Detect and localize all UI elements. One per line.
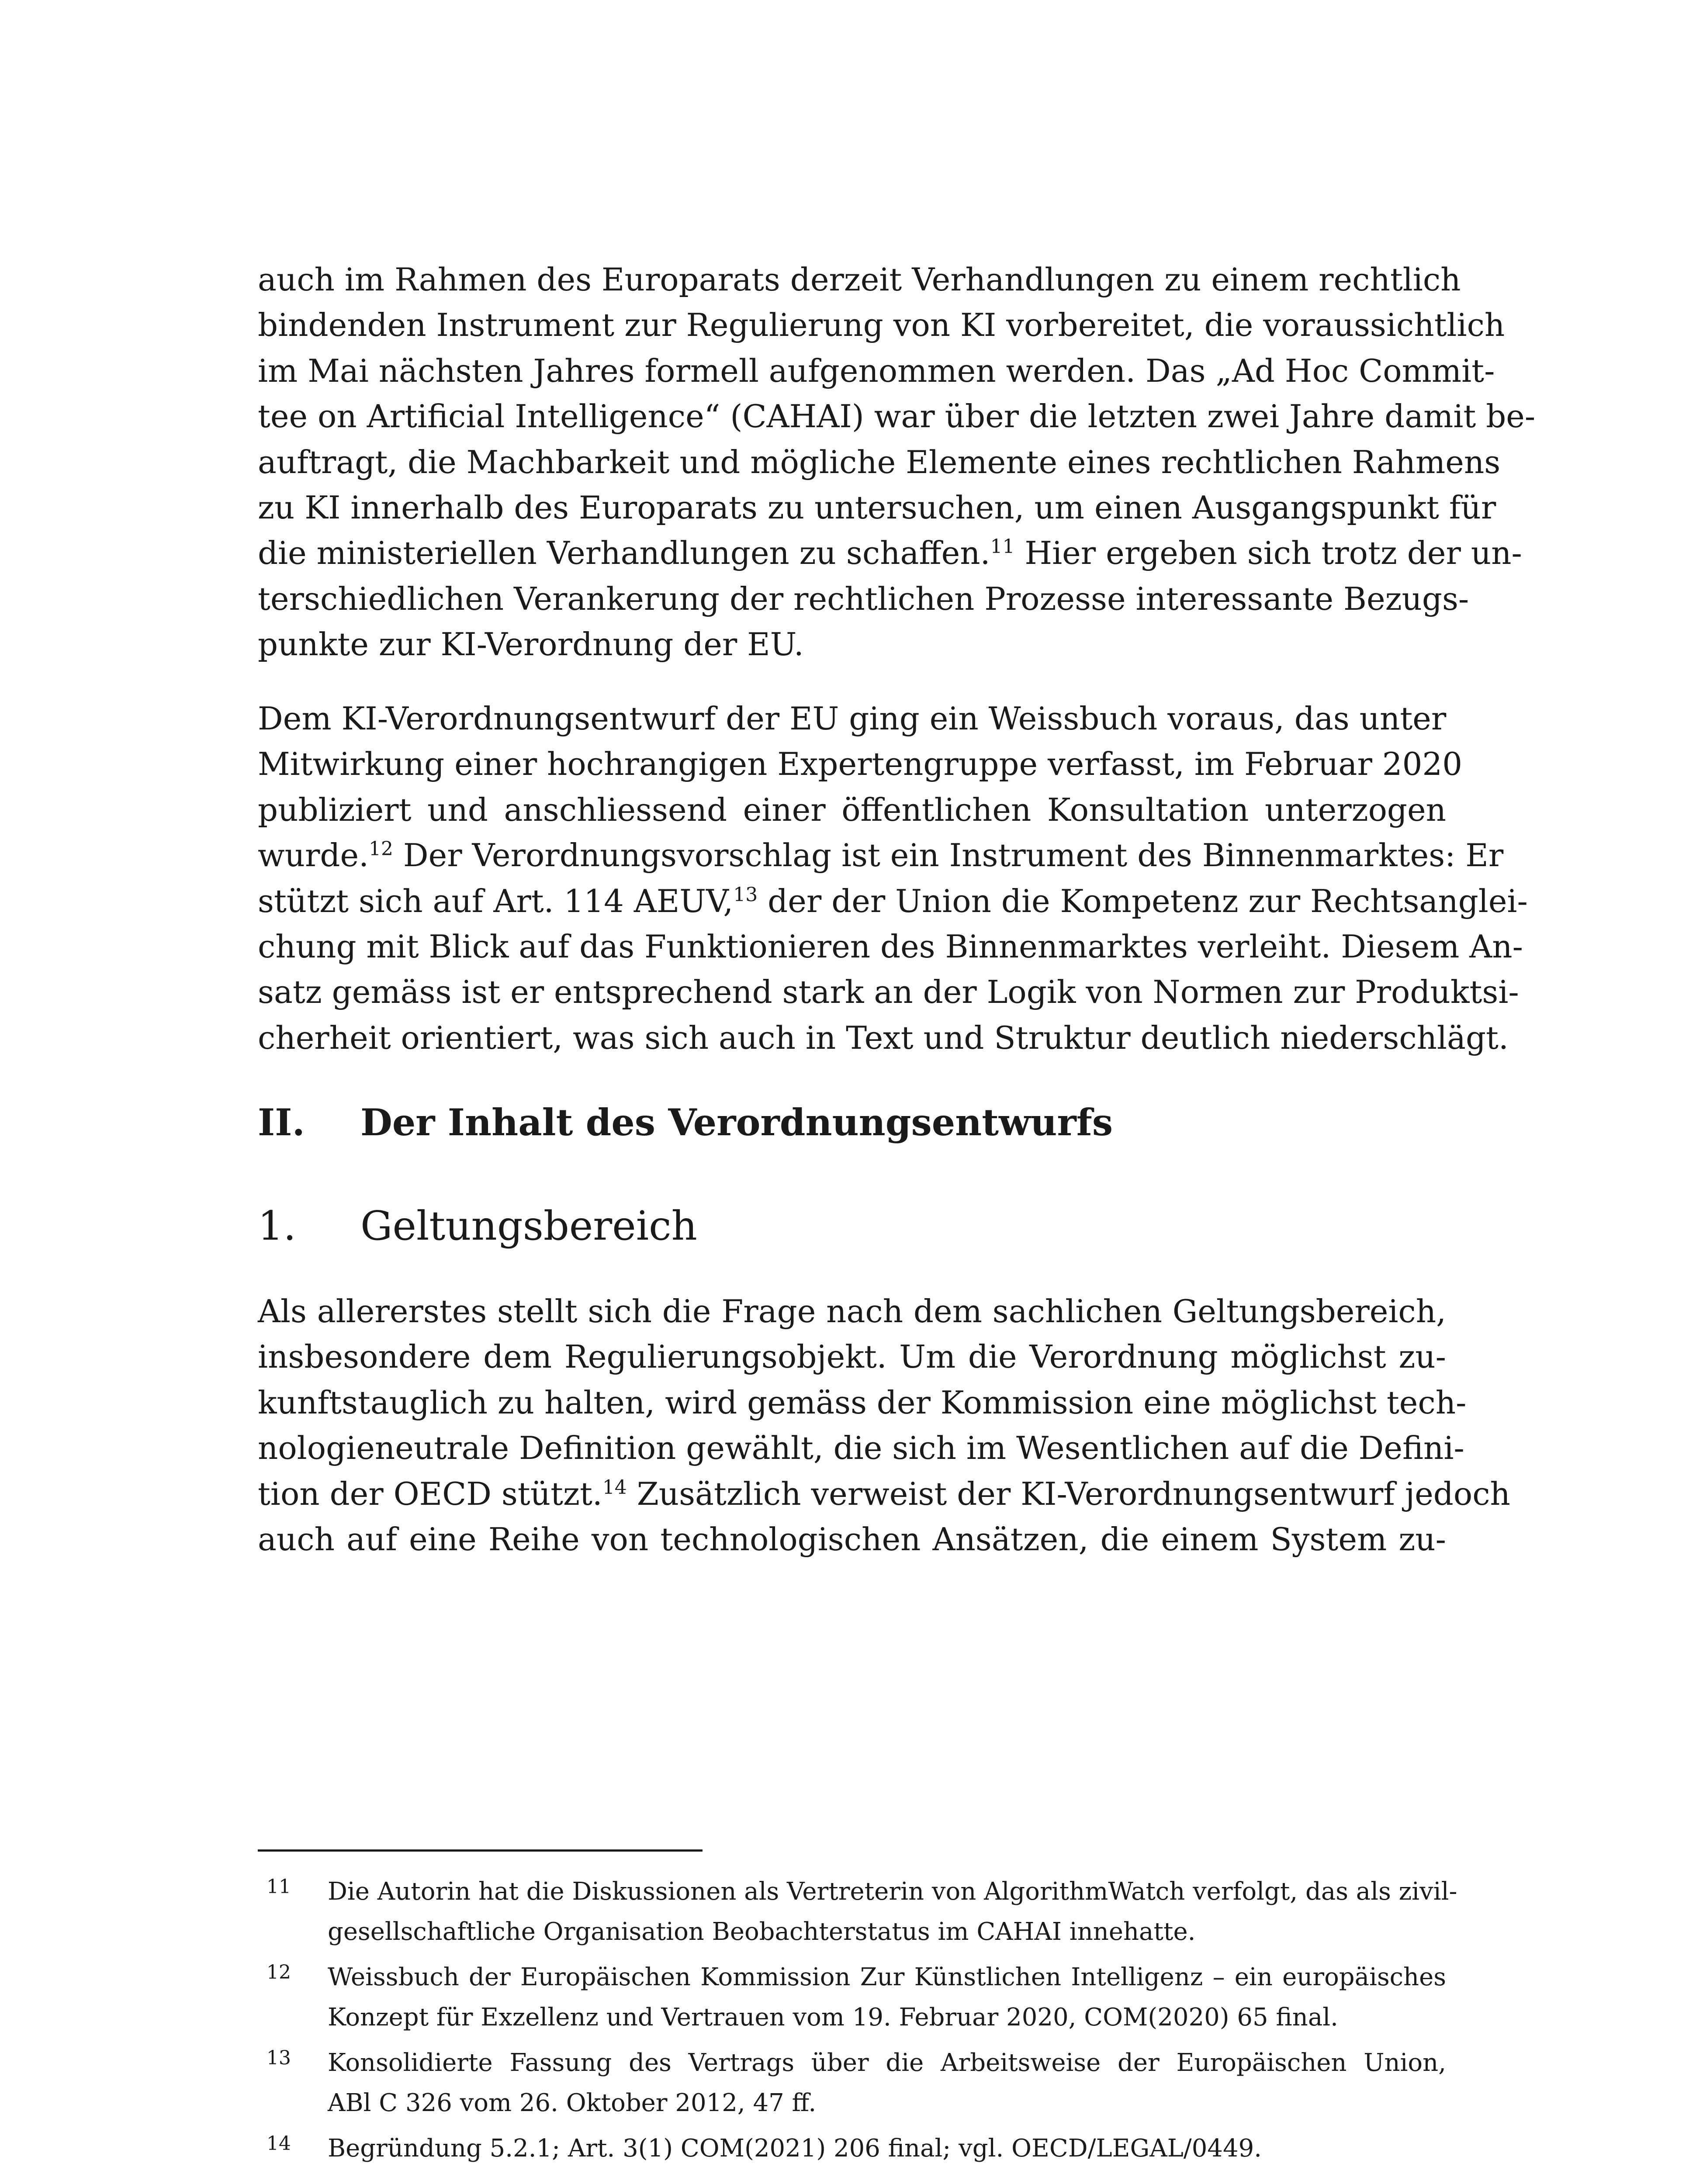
footnote-11 [258, 1872, 1457, 1952]
text-line: auftragt, die Machbarkeit und mögliche Elemente eines rechtlichen Rahmens [258, 443, 1501, 480]
text-line: satz gemäss ist er entsprechend stark an der Logik von Normen zur Produktsi- [258, 974, 1519, 1011]
text-line: tee on Artificial Intelligence“ (CAHAI) war über die letzten zwei Jahre damit be- [258, 398, 1536, 435]
text-segment: wurde. [258, 837, 369, 874]
text-line: auch im Rahmen des Europarats derzeit Verhandlungen zu einem rechtlich [258, 261, 1461, 298]
footnote-line: Begründung 5.2.1; Art. 3(1) COM(2021) 206 final; vgl. OECD/LEGAL/0449. [328, 2134, 1262, 2163]
text-line: chung mit Blick auf das Funktionieren des Binnenmarktes verleiht. Diesem An- [258, 928, 1523, 965]
text-line: cherheit orientiert, was sich auch in Text und Struktur deutlich niederschlägt. [258, 1019, 1509, 1056]
footnote-number: 13 [267, 2047, 291, 2069]
footnote-line: gesellschaftliche Organisation Beobachterstatus im CAHAI innehatte. [328, 1918, 1196, 1946]
paragraph-geltungsbereich [258, 1289, 1510, 1562]
footnote-12 [258, 1957, 1446, 2038]
footnotes [258, 1872, 1457, 2174]
text-line: punkte zur KI-Verordnung der EU. [258, 626, 804, 663]
footnote-line: Die Autorin hat die Diskussionen als Vertreterin von AlgorithmWatch verfolgt, das als zivil- [328, 1877, 1457, 1906]
subsection-number: 1. [258, 1203, 296, 1249]
text-line: terschiedlichen Verankerung der rechtlichen Prozesse interessante Bezugs- [258, 580, 1469, 617]
text-line: Dem KI-Verordnungsentwurf der EU ging ein Weissbuch voraus, das unter [258, 700, 1447, 737]
text-segment: Der Verordnungsvorschlag ist ein Instrument des Binnenmarktes: Er [393, 837, 1504, 874]
footnote-number: 14 [267, 2132, 291, 2155]
subsection-heading [258, 1203, 697, 1249]
footnote-line: Konsolidierte Fassung des Vertrags über die Arbeitsweise der Europäischen Union, [328, 2049, 1446, 2077]
text-line [258, 878, 1528, 924]
text-line: im Mai nächsten Jahres formell aufgenommen werden. Das „Ad Hoc Commit- [258, 352, 1495, 389]
footnote-line: Weissbuch der Europäischen Kommission Zur Künstlichen Intelligenz – ein europäisches [328, 1963, 1446, 1991]
text-line: nologieneutrale Definition gewählt, die sich im Wesentlichen auf die Defini- [258, 1430, 1464, 1467]
footnote-number: 12 [267, 1961, 291, 1984]
text-line [258, 1471, 1510, 1517]
footnote-line: Konzept für Exzellenz und Vertrauen vom 19. Februar 2020, COM(2020) 65 final. [328, 2003, 1338, 2032]
footnote-number: 11 [267, 1876, 291, 1898]
section-number: II. [258, 1101, 305, 1144]
footnote-line: ABl C 326 vom 26. Oktober 2012, 47 ff. [328, 2089, 817, 2117]
text-segment: Zusätzlich verweist der KI-Verordnungsentwurf jedoch [627, 1475, 1510, 1512]
paragraph-cahai [258, 257, 1536, 667]
text-line: publiziert und anschliessend einer öffentlichen Konsultation unterzogen [258, 791, 1446, 828]
paragraph-weissbuch [258, 696, 1528, 1061]
text-line [258, 833, 1504, 878]
text-segment: der der Union die Kompetenz zur Rechtsanglei- [758, 882, 1528, 919]
footnote-13 [258, 2043, 1446, 2123]
footnote-divider [258, 1849, 703, 1852]
text-segment: Hier ergeben sich trotz der un- [1014, 535, 1522, 572]
text-line: auch auf eine Reihe von technologischen Ansätzen, die einem System zu- [258, 1521, 1446, 1558]
text-line: bindenden Instrument zur Regulierung von KI vorbereitet, die voraussichtlich [258, 307, 1505, 344]
text-segment: stützt sich auf Art. 114 AEUV, [258, 882, 734, 919]
footnote-14 [258, 2129, 1446, 2169]
subsection-title: Geltungsbereich [360, 1203, 697, 1249]
text-line [258, 530, 1522, 576]
text-line: kunftstauglich zu halten, wird gemäss der Kommission eine möglichst tech- [258, 1384, 1467, 1421]
text-line: Mitwirkung einer hochrangigen Expertengruppe verfasst, im Februar 2020 [258, 746, 1463, 783]
text-line: insbesondere dem Regulierungsobjekt. Um die Verordnung möglichst zu- [258, 1338, 1446, 1375]
section-title: Der Inhalt des Verordnungsentwurfs [360, 1101, 1113, 1144]
text-line: zu KI innerhalb des Europarats zu untersuchen, um einen Ausgangspunkt für [258, 489, 1496, 526]
text-segment: die ministeriellen Verhandlungen zu schaffen. [258, 535, 990, 572]
footnote-ref[interactable]: 14 [602, 1476, 627, 1499]
footnote-ref[interactable]: 13 [733, 883, 758, 906]
text-segment: tion der OECD stützt. [258, 1475, 602, 1512]
section-heading [258, 1101, 1113, 1144]
footnote-ref[interactable]: 11 [990, 536, 1015, 558]
text-line: Als allererstes stellt sich die Frage nach dem sachlichen Geltungsbereich, [258, 1293, 1446, 1330]
footnote-ref[interactable]: 12 [369, 838, 394, 860]
